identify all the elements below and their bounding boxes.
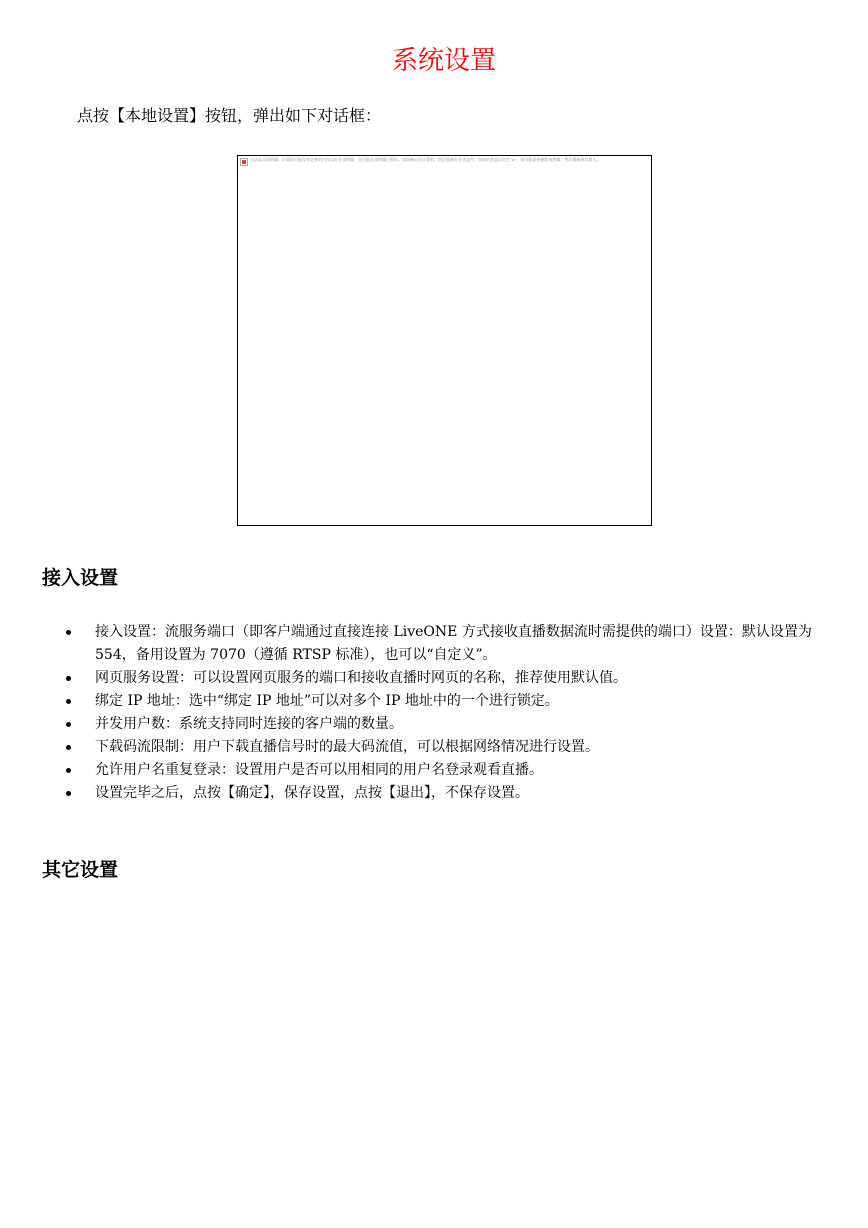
broken-image-icon xyxy=(240,158,248,166)
intro-paragraph: 点按【本地设置】按钮，弹出如下对话框： xyxy=(77,106,382,125)
list-item: 绑定 IP 地址：选中“绑定 IP 地址”可以对多个 IP 地址中的一个进行锁定。 xyxy=(0,690,868,713)
list-item: 接入设置：流服务端口（即客户端通过直接连接 LiveONE 方式接收直播数据流时需提供的端口）设置：默认设置为 554，备用设置为 7070（遵循 RTSP 标准），也可以“自定义”。 xyxy=(0,621,868,667)
page-title: 系统设置 xyxy=(391,46,496,76)
list-item: 并发用户数：系统支持同时连接的客户端的数量。 xyxy=(0,713,868,736)
list-item: 设置完毕之后，点按【确定】，保存设置，点按【退出】，不保存设置。 xyxy=(0,782,868,805)
access-settings-list xyxy=(0,621,868,805)
list-item: 下载码流限制：用户下载直播信号时的最大码流值，可以根据网络情况进行设置。 xyxy=(0,736,868,759)
section-heading-other: 其它设置 xyxy=(42,859,119,881)
image-error-text: 无法显示该图像。计算机可能没有足够的内存以打开该图像，也可能是该图像已损坏。请重新启动计算机，然后重新打开该文件。如果仍然显示红色“x”，则可能需要删除该图像，然后重新将其插入。 xyxy=(250,157,601,162)
list-item: 网页服务设置：可以设置网页服务的端口和接收直播时网页的名称，推荐使用默认值。 xyxy=(0,667,868,690)
list-item: 允许用户名重复登录：设置用户是否可以用相同的用户名登录观看直播。 xyxy=(0,759,868,782)
dialog-image-placeholder xyxy=(237,155,652,526)
section-heading-access: 接入设置 xyxy=(42,567,119,589)
